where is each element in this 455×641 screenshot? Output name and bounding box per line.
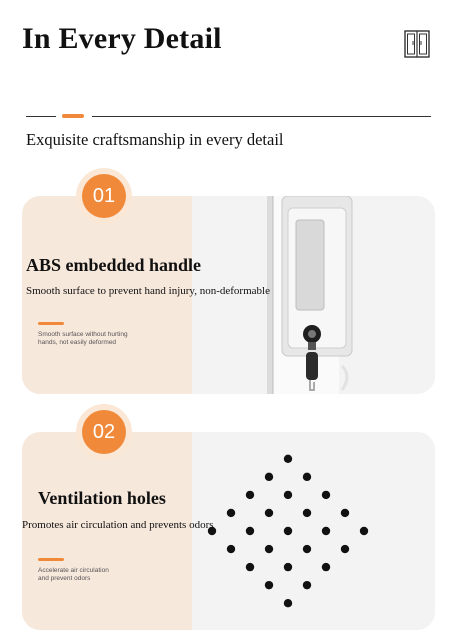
divider-left (26, 116, 56, 117)
vent-hole (265, 545, 273, 553)
vent-hole (341, 509, 349, 517)
ventilation-holes-image (192, 432, 435, 630)
feature-note (38, 567, 148, 583)
vent-hole (246, 563, 254, 571)
vent-hole (341, 545, 349, 553)
vent-hole (246, 527, 254, 535)
feature-card-ventilation (22, 432, 435, 630)
vent-hole (303, 509, 311, 517)
vent-hole (265, 509, 273, 517)
feature-heading: ABS embedded handle (26, 255, 202, 275)
feature-description: Smooth surface to prevent hand injury, non-deformable (26, 285, 270, 297)
vent-hole (227, 545, 235, 553)
feature-number-badge: 02 (82, 410, 126, 454)
locker-icon (404, 30, 430, 58)
note-line: hands, not easily deformed (38, 339, 117, 346)
vent-hole (322, 491, 330, 499)
vent-hole (284, 455, 292, 463)
accent-bar (38, 322, 64, 325)
page-subtitle: Exquisite craftsmanship in every detail (26, 130, 284, 149)
vent-hole (303, 473, 311, 481)
feature-note (38, 331, 148, 347)
page-title: In Every Detail (22, 22, 222, 55)
vent-hole (322, 563, 330, 571)
vent-hole (227, 509, 235, 517)
vent-hole (265, 473, 273, 481)
vent-hole (284, 527, 292, 535)
divider-accent (62, 114, 84, 118)
vent-hole (246, 491, 254, 499)
feature-heading: Ventilation holes (38, 488, 166, 508)
vent-hole (284, 599, 292, 607)
vent-hole (303, 581, 311, 589)
vent-hole (322, 527, 330, 535)
divider-right (92, 116, 431, 117)
note-line: Accelerate air circulation (38, 567, 109, 574)
note-line: and prevent odors (38, 575, 91, 582)
vent-hole (284, 563, 292, 571)
vent-hole (265, 581, 273, 589)
note-line: Smooth surface without hurting (38, 331, 128, 338)
vent-hole (303, 545, 311, 553)
vent-hole (360, 527, 368, 535)
card-text-panel (22, 432, 192, 630)
accent-bar (38, 558, 64, 561)
feature-description: Promotes air circulation and prevents odors (22, 519, 214, 531)
vent-hole (284, 491, 292, 499)
feature-number-badge: 01 (82, 174, 126, 218)
